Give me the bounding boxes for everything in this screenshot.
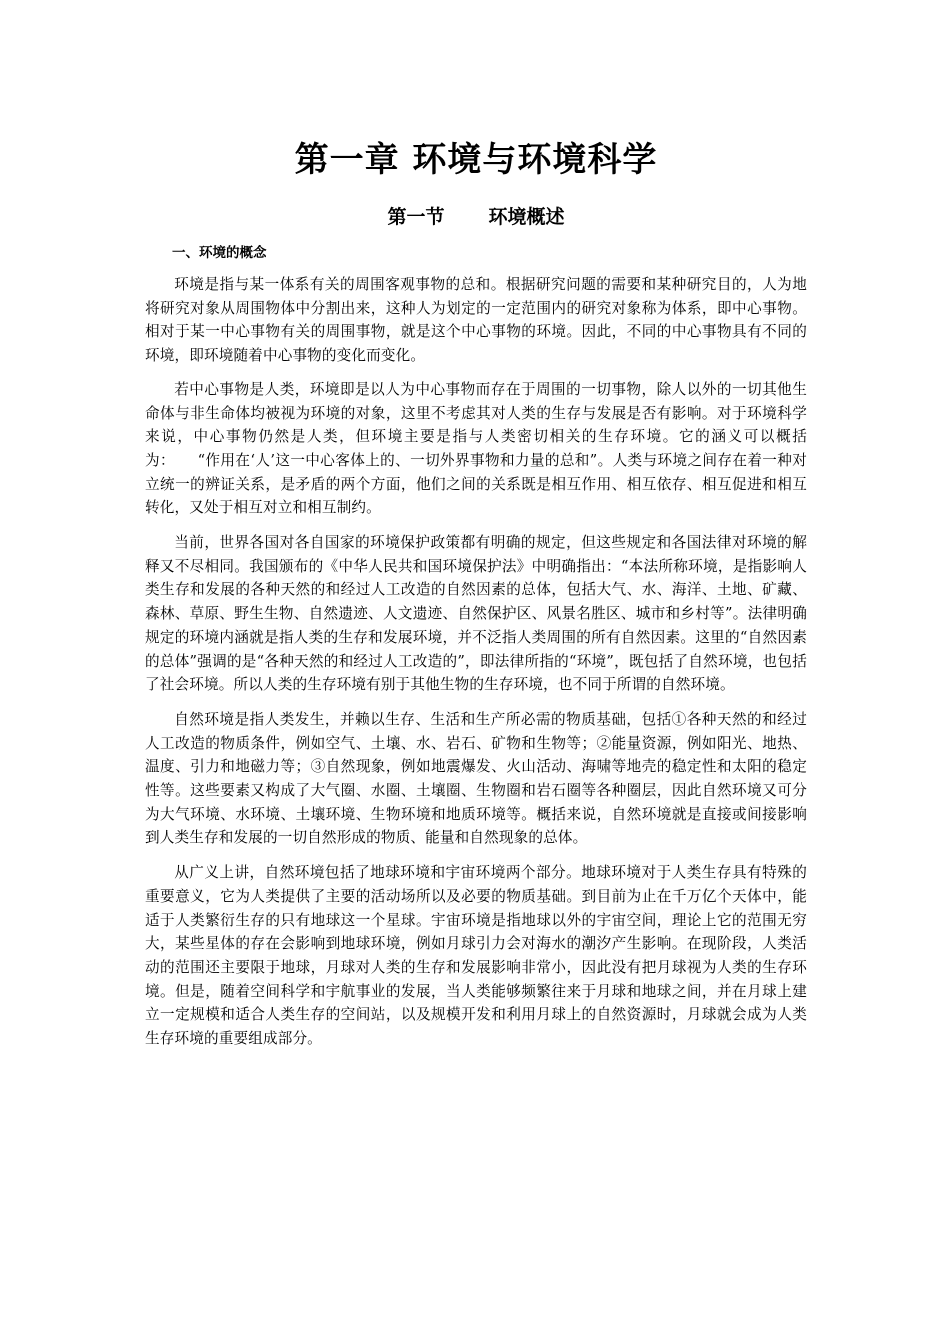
- paragraph-4: 自然环境是指人类发生，并赖以生存、生活和生产所必需的物质基础，包括①各种天然的和经过人工改造的物质条件，例如空气、土壤、水、岩石、矿物和生物等；②能量资源，例如阳光、地热、温度、引力和地磁力等；③自然现象，例如地震爆发、火山活动、海啸等地壳的稳定性和太阳的稳定性等。这些要素又构成了大气圈、水圈、土壤圈、生物圈和岩石圈等各种圈层，因此自然环境又可分为大气环境、水环境、土壤环境、生物环境和地质环境等。概括来说，自然环境就是直接或间接影响到人类生存和发展的一切自然形成的物质、能量和自然现象的总体。: [145, 710, 807, 847]
- paragraph-3: 当前，世界各国对各自国家的环境保护政策都有明确的规定，但这些规定和各国法律对环境的解释又不尽相同。我国颁布的《中华人民共和国环境保护法》中明确指出：“本法所称环境，是指影响人类生存和发展的各种天然的和经过人工改造的自然因素的总体，包括大气、水、海洋、土地、矿藏、森林、草原、野生生物、自然遗迹、人文遗迹、自然保护区、风景名胜区、城市和乡村等”。法律明确规定的环境内涵就是指人类的生存和发展环境，并不泛指人类周围的所有自然因素。这里的“自然因素的总体”强调的是“各种天然的和经过人工改造的”，即法律所指的“环境”，既包括了自然环境，也包括了社会环境。所以人类的生存环境有别于其他生物的生存环境，也不同于所谓的自然环境。: [145, 534, 807, 694]
- section-number: 第一节: [387, 206, 445, 228]
- paragraph-5: 从广义上讲，自然环境包括了地球环境和宇宙环境两个部分。地球环境对于人类生存具有特殊的重要意义，它为人类提供了主要的活动场所以及必要的物质基础。到目前为止在千万亿个天体中，能适于人类繁衍生存的只有地球这一个星球。宇宙环境是指地球以外的宇宙空间，理论上它的范围无穷大，某些星体的存在会影响到地球环境，例如月球引力会对海水的潮汐产生影响。在现阶段，人类活动的范围还主要限于地球，月球对人类的生存和发展影响非常小，因此没有把月球视为人类的生存环境。但是，随着空间科学和宇航事业的发展，当人类能够频繁往来于月球和地球之间，并在月球上建立一定规模和适合人类生存的空间站，以及规模开发和利用月球上的自然资源时，月球就会成为人类生存环境的重要组成部分。: [145, 864, 807, 1048]
- section-name: 环境概述: [488, 206, 565, 228]
- subheading-environment-concept: 一、环境的概念: [172, 245, 267, 261]
- section-title: [145, 202, 807, 232]
- document-body: [145, 138, 807, 1051]
- chapter-title: 第一章 环境与环境科学: [294, 140, 658, 180]
- paragraph-2: 若中心事物是人类，环境即是以人为中心事物而存在于周围的一切事物，除人以外的一切其他生命体与非生命体均被视为环境的对象，这里不考虑其对人类的生存与发展是否有影响。对于环境科学来说，中心事物仍然是人类，但环境主要是指与人类密切相关的生存环境。它的涵义可以概括为： “作用在‘人’这一中心客体上的、一切外界事物和力量的总和”。人类与环境之间存在着一种对立统一的辨证关系，是矛盾的两个方面，他们之间的关系既是相互作用、相互依存、相互促进和相互转化，又处于相互对立和相互制约。: [145, 380, 807, 517]
- paragraph-1: 环境是指与某一体系有关的周围客观事物的总和。根据研究问题的需要和某种研究目的，人为地将研究对象从周围物体中分割出来，这种人为划定的一定范围内的研究对象称为体系，即中心事物。相对于某一中心事物有关的周围事物，就是这个中心事物的环境。因此，不同的中心事物具有不同的环境，即环境随着中心事物的变化而变化。: [145, 276, 807, 365]
